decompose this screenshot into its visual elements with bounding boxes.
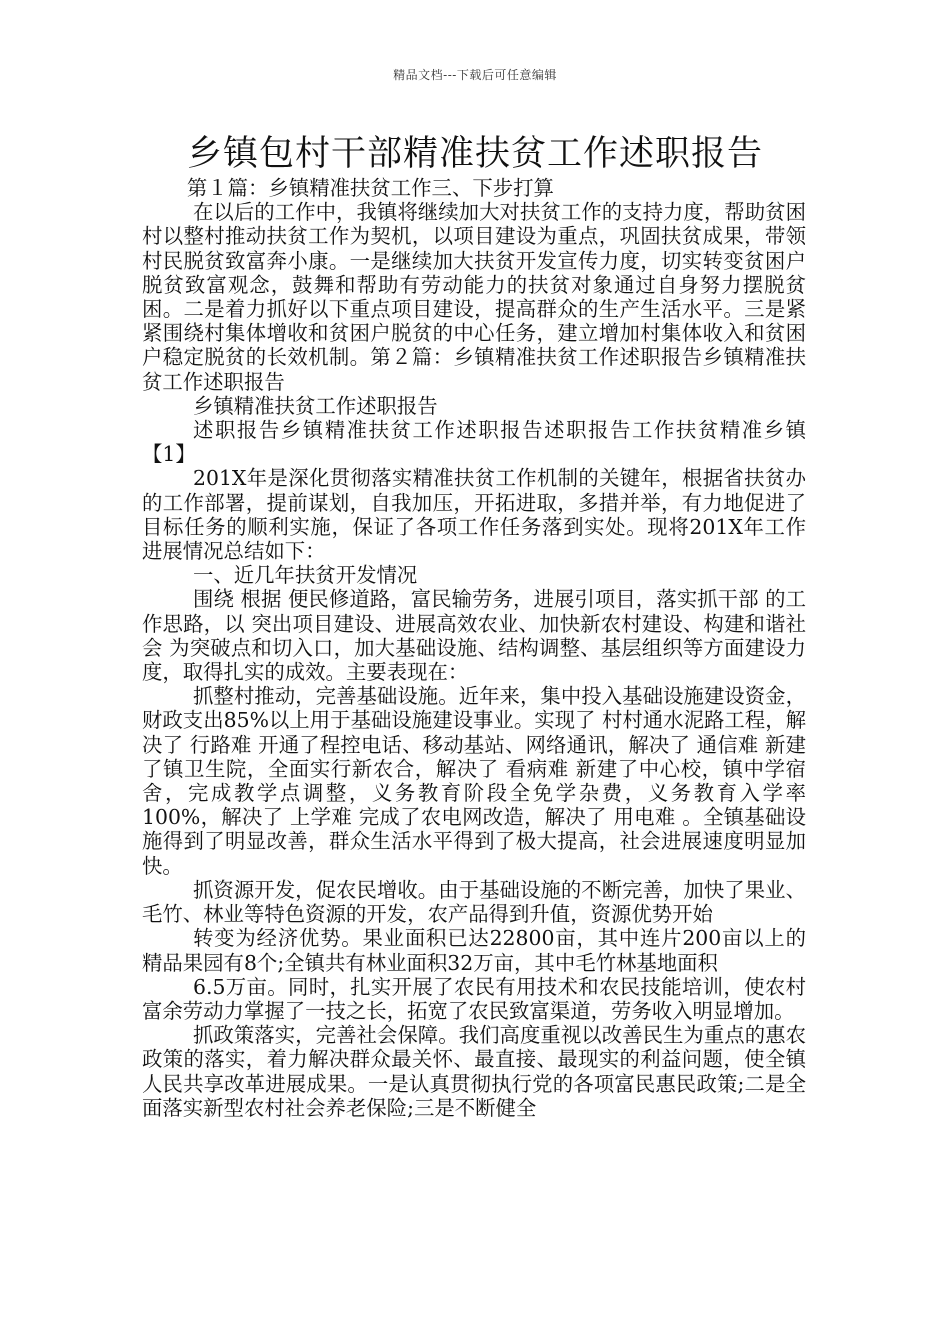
paragraph: 抓政策落实，完善社会保障。我们高度重视以改善民生为重点的惠农政策的落实，着力解决群众最关怀、最直接、最现实的利益问题，使全镇人民共享改革进展成果。一是认真贯彻执行党的各项富民惠民政策;二是全面落实新型农村社会养老保险;三是不断健全 [142,1023,806,1120]
paragraph: 述职报告乡镇精准扶贫工作述职报告述职报告工作扶贫精准乡镇 【1】 [142,418,806,467]
paragraph: 抓整村推动，完善基础设施。近年来，集中投入基础设施建设资金，财政支出85%以上用于基础设施建设事业。实现了 村村通水泥路工程，解决了 行路难 开通了程控电话、移动基站、网络通讯，解决了 通信难 新建了镇卫生院，全面实行新农合，解决了 看病难 新建了中心校，镇中学宿舍，完成教学点调整，义务教育阶段全免学杂费，义务教育入学率100%，解决了 上学难 完成了农电网改造，解决了 用电难 。全镇基础设施得到了明显改善，群众生活水平得到了极大提高，社会进展速度明显加快。 [142,684,806,878]
section-heading: 一、近几年扶贫开发情况 [193,563,418,588]
subheading: 乡镇精准扶贫工作述职报告 [193,393,438,418]
document-title: 乡镇包村干部精准扶贫工作述职报告 [186,134,763,174]
paragraph: 转变为经济优势。果业面积已达22800亩，其中连片200亩以上的精品果园有8个;全镇共有林业面积32万亩，其中毛竹林基地面积 [142,926,806,975]
page-header: 精品文档---下载后可任意编辑 [393,68,557,82]
paragraph: 围绕 根据 便民修道路，富民输劳务，进展引项目，落实抓干部 的工作思路，以 突出项目建设、进展高效农业、加快新农村建设、构建和谐社会 为突破点和切入口，加大基础设施、结构调整、基层组织等方面建设力度，取得扎实的成效。主要表现在： [142,587,806,685]
paragraph: 6.5万亩。同时，扎实开展了农民有用技术和农民技能培训，使农村富余劳动力掌握了一技之长，拓宽了农民致富渠道，劳务收入明显增加。 [142,974,806,1023]
document-body [142,176,806,1120]
paragraph: 201X年是深化贯彻落实精准扶贫工作机制的关键年，根据省扶贫办的工作部署，提前谋划，自我加压，开拓进取，多措并举，有力地促进了目标任务的顺利实施，保证了各项工作任务落到实处。现将201X年工作进展情况总结如下： [142,466,806,564]
paragraph: 在以后的工作中，我镇将继续加大对扶贫工作的支持力度，帮助贫困村以整村推动扶贫工作为契机，以项目建设为重点，巩固扶贫成果，带领村民脱贫致富奔小康。一是继续加大扶贫开发宣传力度，切实转变贫困户脱贫致富观念，鼓舞和帮助有劳动能力的扶贫对象通过自身努力摆脱贫困。二是着力抓好以下重点项目建设，提高群众的生产生活水平。三是紧紧围绕村集体增收和贫困户脱贫的中心任务，建立增加村集体收入和贫困户稳定脱贫的长效机制。第２篇：乡镇精准扶贫工作述职报告乡镇精准扶贫工作述职报告 [142,200,806,394]
section-heading-1: 第１篇：乡镇精准扶贫工作三、下步打算 [186,176,554,200]
paragraph: 抓资源开发，促农民增收。由于基础设施的不断完善，加快了果业、毛竹、林业等特色资源的开发，农产品得到升值，资源优势开始 [142,877,806,927]
